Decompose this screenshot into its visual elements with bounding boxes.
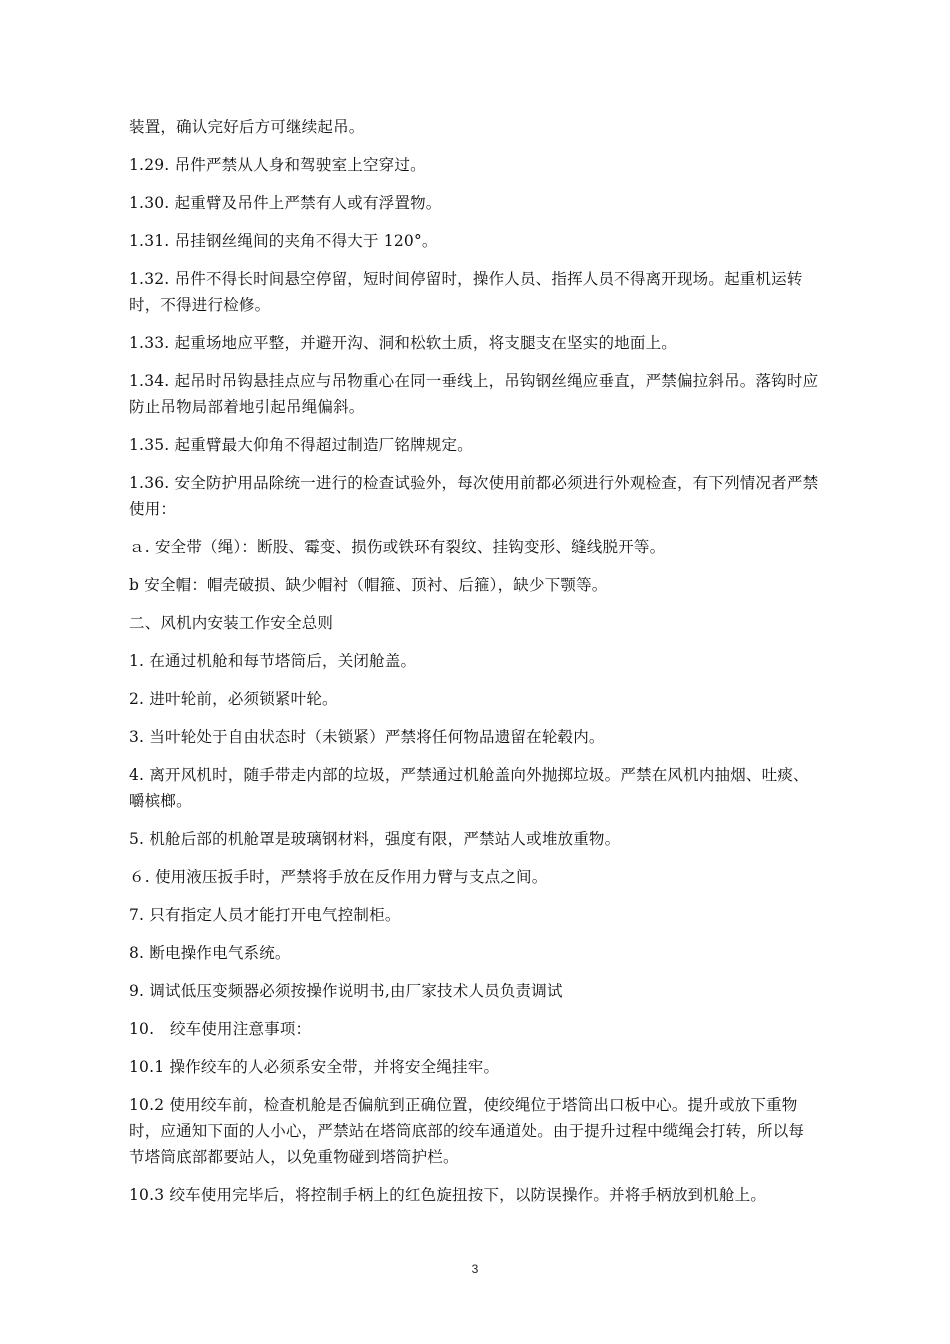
- section-heading: 二、风机内安装工作安全总则: [129, 614, 334, 632]
- paragraph-rule-10-3: 10.3 绞车使用完毕后，将控制手柄上的红色旋扭按下，以防误操作。并将手柄放到机舱上。: [129, 1186, 767, 1204]
- paragraph-rule-9: 9. 调试低压变频器必须按操作说明书,由厂家技术人员负责调试: [129, 982, 563, 1000]
- paragraph-rule-10-2: 10.2 使用绞车前，检查机舱是否偏航到正确位置，使绞绳位于塔筒出口板中心。提升或放下重物时，应通知下面的人小心，严禁站在塔筒底部的绞车通道处。由于提升过程中缆绳会打转，所以每节塔筒底部都要站人，以免重物碰到塔筒护栏。: [129, 1096, 805, 1166]
- paragraph-1-30: 1.30. 起重臂及吊件上严禁有人或有浮置物。: [129, 194, 442, 212]
- paragraph-rule-2: 2. 进叶轮前，必须锁紧叶轮。: [129, 690, 338, 708]
- paragraph-1-35: 1.35. 起重臂最大仰角不得超过制造厂铭牌规定。: [129, 436, 473, 454]
- document-body: [129, 114, 819, 1220]
- paragraph-1-29: 1.29. 吊件严禁从人身和驾驶室上空穿过。: [129, 156, 426, 174]
- paragraph-rule-8: 8. 断电操作电气系统。: [129, 944, 291, 962]
- paragraph-1-32: 1.32. 吊件不得长时间悬空停留，短时间停留时，操作人员、指挥人员不得离开现场。起重机运转时，不得进行检修。: [129, 270, 803, 314]
- paragraph-1-34: 1.34. 起吊时吊钩悬挂点应与吊物重心在同一垂线上，吊钩钢丝绳应垂直，严禁偏拉斜吊。落钩时应防止吊物局部着地引起吊绳偏斜。: [129, 372, 819, 416]
- paragraph-rule-10: 10. 绞车使用注意事项：: [129, 1020, 312, 1038]
- paragraph-rule-7: 7. 只有指定人员才能打开电气控制柜。: [129, 906, 401, 924]
- paragraph-item-a: ａ. 安全带（绳）：断股、霉变、损伤或铁环有裂纹、挂钩变形、缝线脱开等。: [129, 538, 666, 556]
- paragraph-1-31: 1.31. 吊挂钢丝绳间的夹角不得大于 120°。: [129, 232, 438, 250]
- paragraph-rule-3: 3. 当叶轮处于自由状态时（未锁紧）严禁将任何物品遗留在轮毂内。: [129, 728, 605, 746]
- paragraph-1-33: 1.33. 起重场地应平整，并避开沟、洞和松软土质，将支腿支在坚实的地面上。: [129, 334, 677, 352]
- paragraph-rule-5: 5. 机舱后部的机舱罩是玻璃钢材料，强度有限，严禁站人或堆放重物。: [129, 830, 621, 848]
- paragraph-rule-1: 1. 在通过机舱和每节塔筒后，关闭舱盖。: [129, 652, 417, 670]
- paragraph-rule-10-1: 10.1 操作绞车的人必须系安全带，并将安全绳挂牢。: [129, 1058, 500, 1076]
- page-number: 3: [471, 1262, 479, 1276]
- paragraph-rule-4: 4. 离开风机时，随手带走内部的垃圾，严禁通过机舱盖向外抛掷垃圾。严禁在风机内抽烟、吐痰、嚼槟榔。: [129, 766, 809, 810]
- paragraph-item-b: b 安全帽：帽壳破损、缺少帽衬（帽箍、顶衬、后箍），缺少下颚等。: [129, 576, 608, 594]
- paragraph-continuation: 装置，确认完好后方可继续起吊。: [129, 118, 365, 136]
- paragraph-1-36: 1.36. 安全防护用品除统一进行的检查试验外，每次使用前都必须进行外观检查，有下列情况者严禁使用：: [129, 474, 819, 518]
- paragraph-rule-6: ６. 使用液压扳手时，严禁将手放在反作用力臂与支点之间。: [129, 868, 548, 886]
